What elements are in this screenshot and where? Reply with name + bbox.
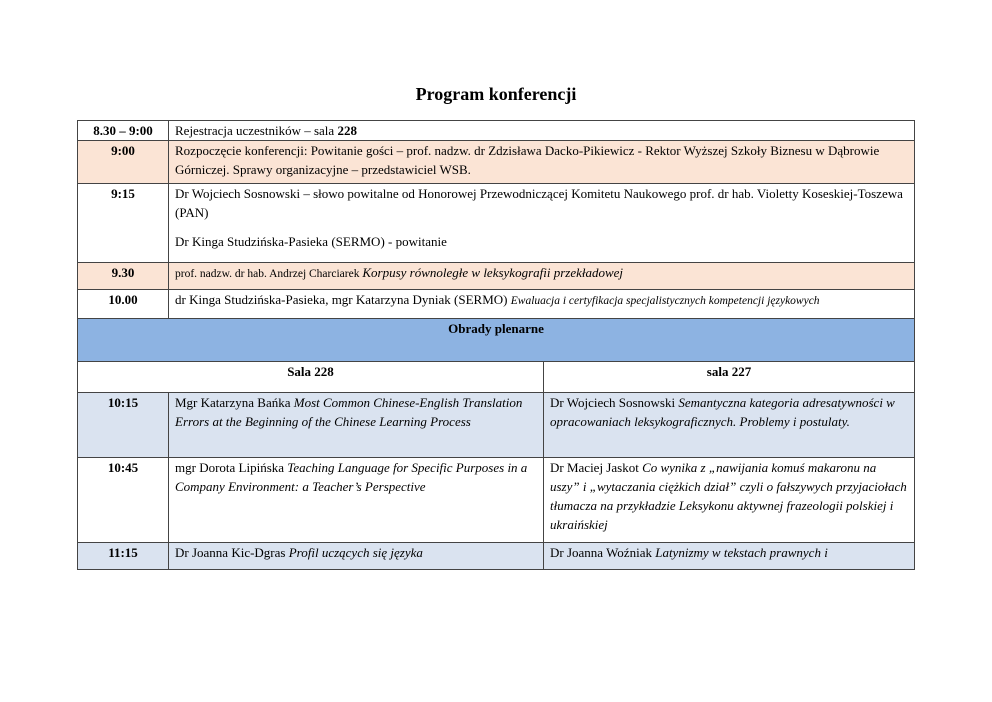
talk-title: Most Common Chinese-English Translation Errors at the Beginning of the Chinese Learning Process (175, 395, 523, 429)
program-table (77, 120, 915, 570)
session-left (169, 543, 544, 570)
event-text: Rejestracja uczestników – sala (175, 123, 338, 138)
speaker: Dr Joanna Woźniak (550, 545, 656, 560)
table-row (78, 458, 915, 543)
table-row (78, 393, 915, 458)
session-right (544, 543, 915, 570)
time-cell: 9:00 (78, 141, 169, 184)
room-number: 228 (337, 123, 357, 138)
time-cell: 11:15 (78, 543, 169, 570)
session-right (544, 393, 915, 458)
hall-right-header: sala 227 (544, 362, 915, 393)
session-left (169, 458, 544, 543)
time-cell: 9.30 (78, 263, 169, 290)
talk-title: Latynizmy w tekstach prawnych i (655, 545, 828, 560)
table-row (78, 290, 915, 319)
table-row (78, 121, 915, 141)
speaker: prof. nadzw. dr hab. Andrzej Charciarek (175, 268, 363, 280)
event-cell (169, 121, 915, 141)
talk-title: Teaching Language for Specific Purposes in a Company Environment: a Teacher’s Perspective (175, 460, 528, 494)
plenary-header: Obrady plenarne (78, 319, 915, 362)
session-left (169, 393, 544, 458)
event-cell (169, 184, 915, 263)
page-title: Program konferencji (415, 84, 577, 104)
event-text: Dr Kinga Studzińska-Pasieka (SERMO) - powitanie (175, 234, 447, 249)
event-text: Dr Wojciech Sosnowski – słowo powitalne od Honorowej Przewodniczącej Komitetu Naukowego prof. dr hab. Violetty Koseskiej-Toszewa (PAN) (175, 186, 903, 220)
table-row (78, 141, 915, 184)
table-row (78, 319, 915, 362)
time-cell: 9:15 (78, 184, 169, 263)
speaker: mgr Dorota Lipińska (175, 460, 288, 475)
speaker: Dr Wojciech Sosnowski (550, 395, 679, 410)
event-cell (169, 290, 915, 319)
time-cell: 10:15 (78, 393, 169, 458)
time-cell: 8.30 – 9:00 (78, 121, 169, 141)
table-row (78, 263, 915, 290)
table-row (78, 543, 915, 570)
event-cell (169, 263, 915, 290)
session-right (544, 458, 915, 543)
talk-title: Korpusy równoległe w leksykografii przekładowej (362, 265, 624, 280)
hall-left-header: Sala 228 (78, 362, 544, 393)
time-cell: 10:45 (78, 458, 169, 543)
table-row (78, 184, 915, 263)
time-cell: 10.00 (78, 290, 169, 319)
speaker: Mgr Katarzyna Bańka (175, 395, 294, 410)
speaker: Dr Maciej Jaskot (550, 460, 643, 475)
event-cell: Rozpoczęcie konferencji: Powitanie gości – prof. nadzw. dr Zdzisława Dacko-Pikiewicz - Rektor Wyższej Szkoły Biznesu w Dąbrowie Górniczej. Sprawy organizacyjne – przedstawiciel WSB. (169, 141, 915, 184)
speaker: Dr Joanna Kic-Dgras (175, 545, 289, 560)
speaker: dr Kinga Studzińska-Pasieka, mgr Katarzyna Dyniak (SERMO) (175, 292, 511, 307)
table-row (78, 362, 915, 393)
talk-title: Ewaluacja i certyfikacja specjalistycznych kompetencji językowych (510, 295, 820, 307)
talk-title: Semantyczna kategoria adresatywności w opracowaniach leksykograficznych. Problemy i postulaty. (550, 395, 895, 429)
talk-title: Co wynika z „nawijania komuś makaronu na uszy” i „wytaczania ciężkich dział” czyli o fałszywych przyjaciołach tłumacza na przykładzie Leksykonu aktywnej frazeologii polskiej i ukraińskiej (550, 460, 907, 532)
talk-title: Profil uczących się języka (288, 545, 423, 560)
